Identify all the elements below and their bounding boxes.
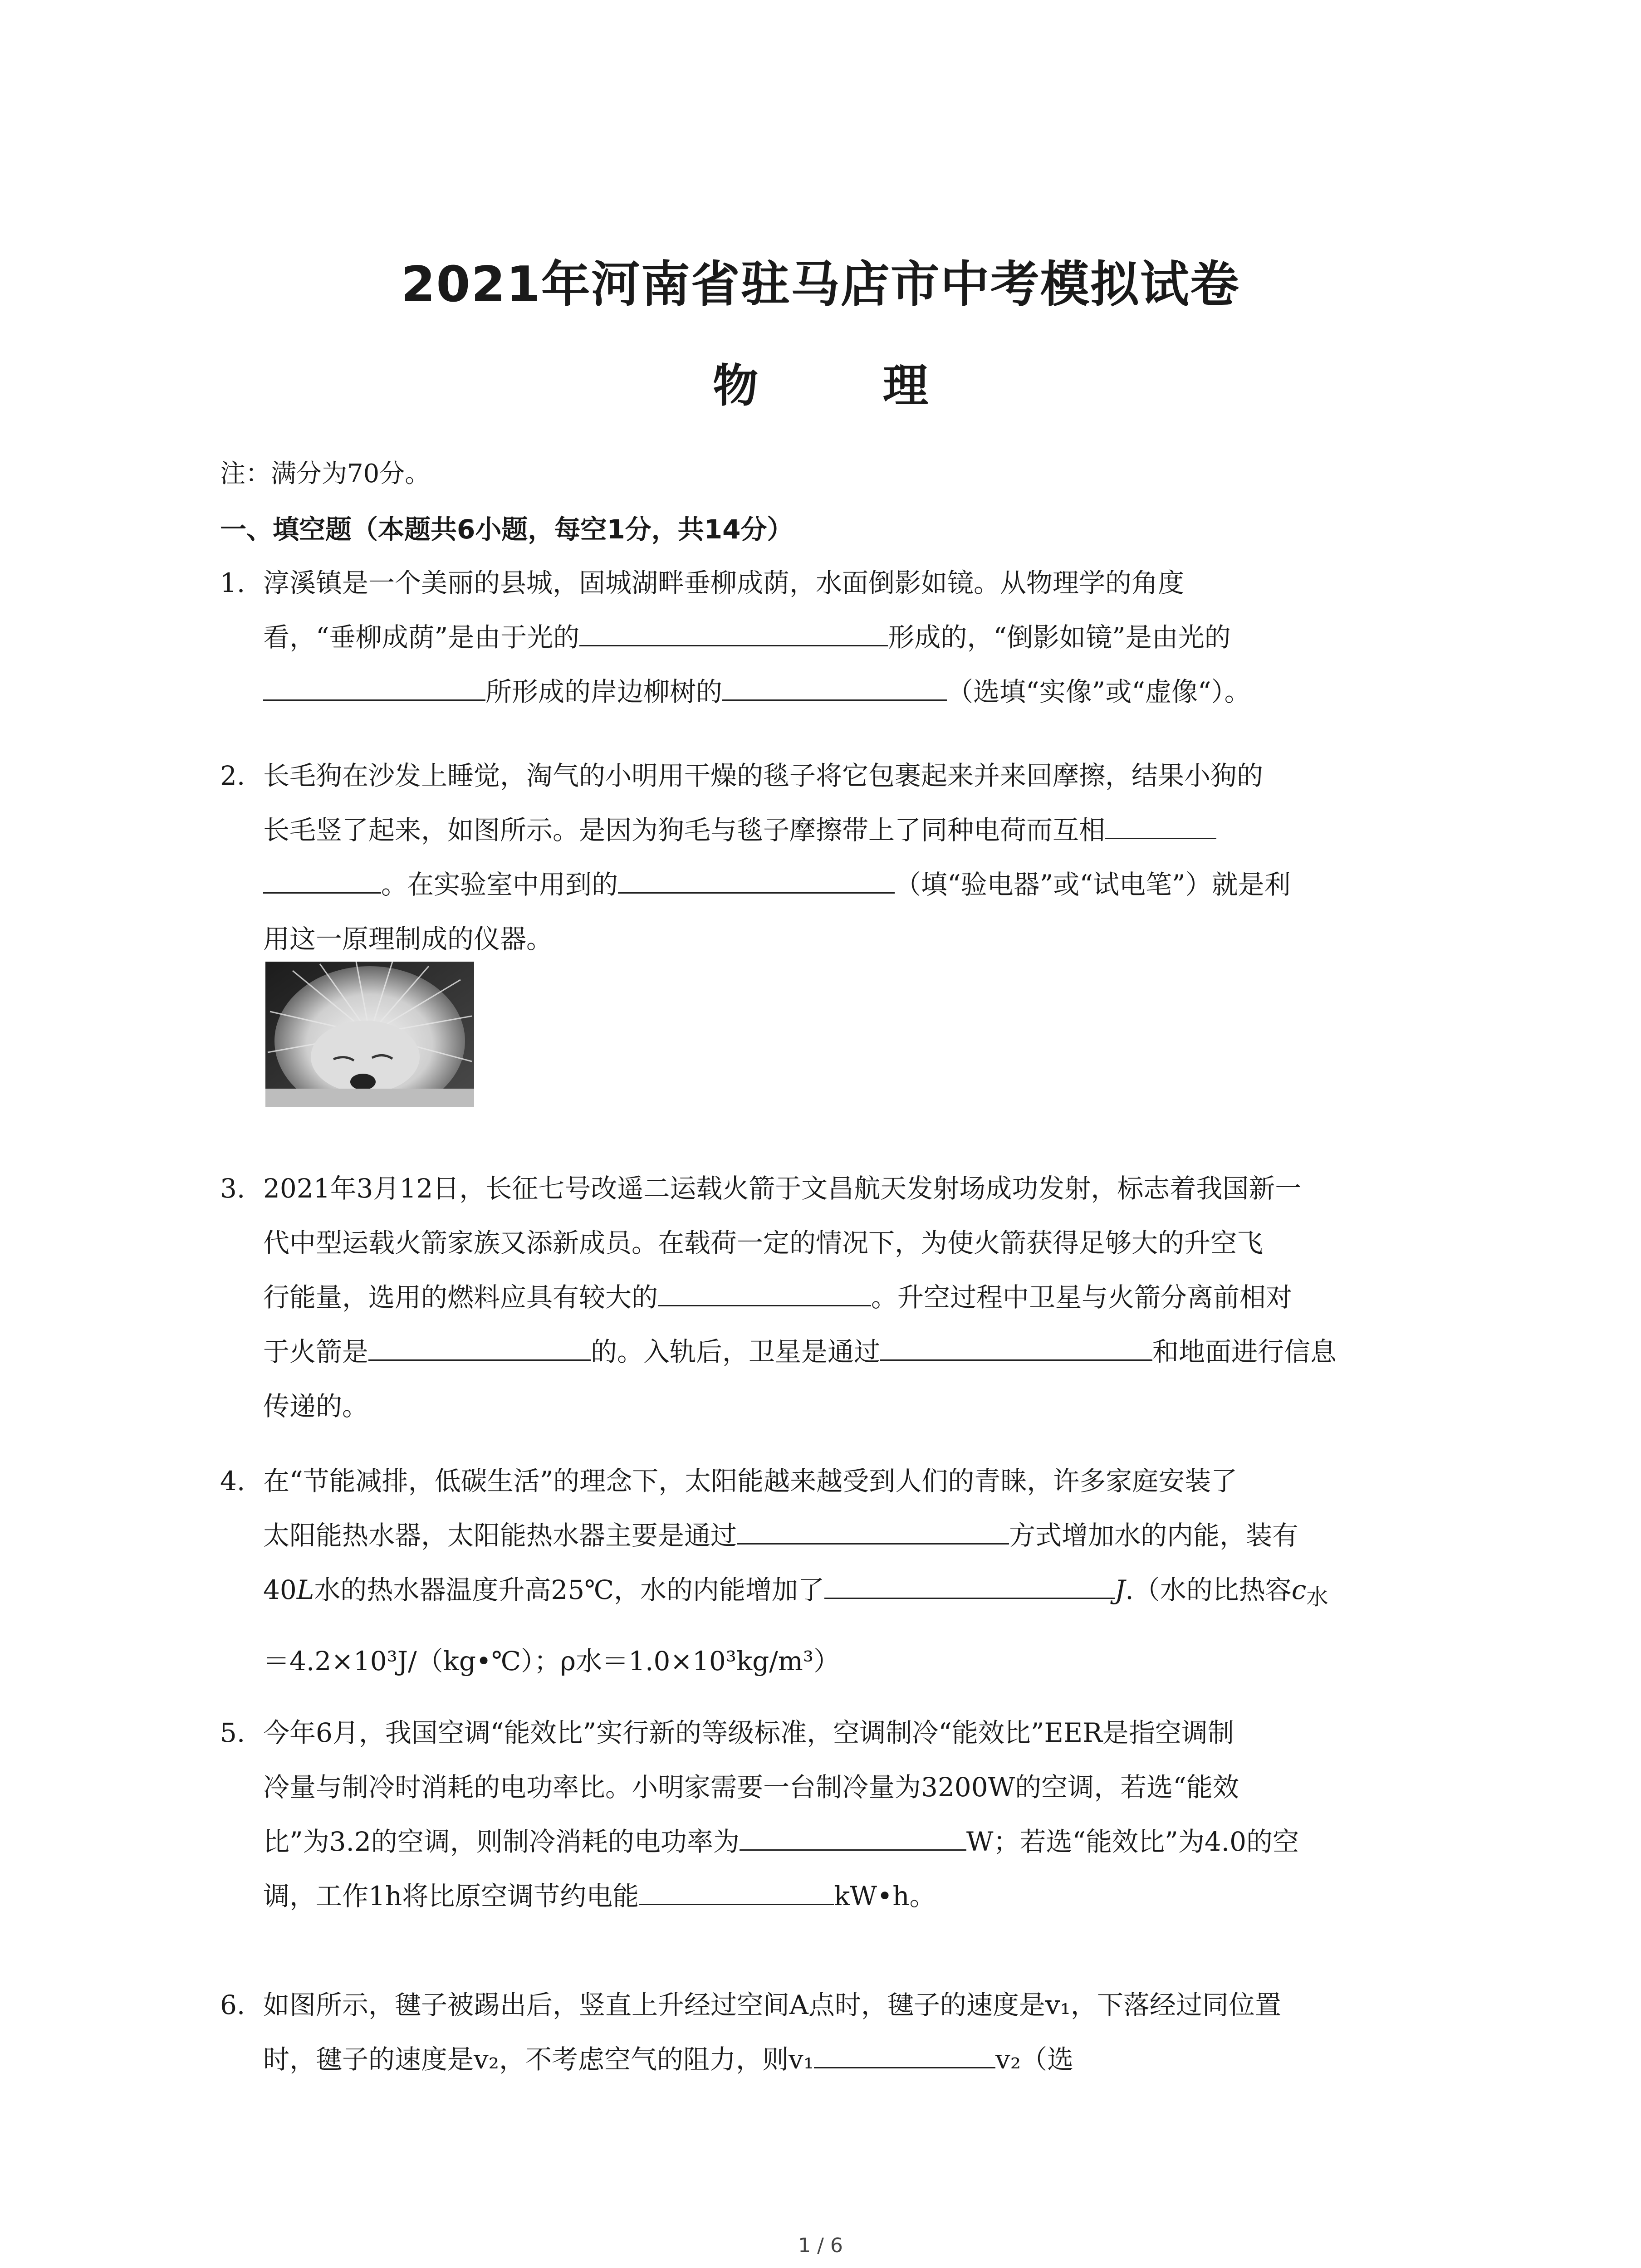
question-text: 的。入轨后，卫星是通过 xyxy=(591,1336,881,1367)
question-text: 形成的，“倒影如镜”是由光的 xyxy=(888,622,1231,653)
answer-blank[interactable] xyxy=(658,1278,871,1306)
question-line xyxy=(263,665,1436,719)
answer-blank[interactable] xyxy=(368,1332,591,1361)
unit-text: J xyxy=(1115,1574,1126,1605)
question-text: 和地面进行信息 xyxy=(1152,1336,1337,1367)
question-line: 淳溪镇是一个美丽的县城，固城湖畔垂柳成荫，水面倒影如镜。从物理学的角度 xyxy=(263,567,1185,598)
question-line xyxy=(263,1270,1436,1325)
question-text: （填“验电器”或“试电笔”）就是利 xyxy=(895,869,1291,900)
subscript-text: 水 xyxy=(1306,1584,1328,1610)
question-line xyxy=(263,610,1436,665)
question-line xyxy=(263,1325,1436,1379)
question-4 xyxy=(220,1454,1436,1688)
question-text: 于火箭是 xyxy=(263,1336,369,1367)
question-text: 看，“垂柳成荫”是由于光的 xyxy=(263,622,580,653)
score-note: 注：满分为70分。 xyxy=(220,459,431,489)
question-text: 。升空过程中卫星与火箭分离前相对 xyxy=(871,1282,1293,1313)
section-heading: 一、填空题（本题共6小题，每空1分，共14分） xyxy=(220,514,794,545)
answer-blank[interactable] xyxy=(737,1516,1009,1545)
question-number: 5. xyxy=(220,1717,245,1748)
question-text: 40 xyxy=(263,1574,297,1605)
answer-blank[interactable] xyxy=(263,672,485,701)
answer-blank[interactable] xyxy=(618,865,895,894)
question-line: 代中型运载火箭家族又添新成员。在载荷一定的情况下，为使火箭获得足够大的升空飞 xyxy=(263,1227,1264,1258)
answer-blank[interactable] xyxy=(639,1877,834,1905)
question-line xyxy=(263,2032,1436,2087)
question-3 xyxy=(220,1161,1436,1433)
question-text: 方式增加水的内能，装有 xyxy=(1009,1520,1299,1551)
answer-blank[interactable] xyxy=(722,672,947,701)
question-1 xyxy=(220,556,1436,719)
question-text: 所形成的岸边柳树的 xyxy=(485,676,723,707)
symbol-text: c xyxy=(1291,1574,1307,1605)
question-number: 1. xyxy=(220,567,245,598)
answer-blank[interactable] xyxy=(880,1332,1152,1361)
question-line: 今年6月，我国空调“能效比”实行新的等级标准，空调制冷“能效比”EER是指空调制 xyxy=(263,1717,1234,1748)
question-text: 水的热水器温度升高25℃，水的内能增加了 xyxy=(314,1574,825,1605)
question-line: 冷量与制冷时消耗的电功率比。小明家需要一台制冷量为3200W的空调，若选“能效 xyxy=(263,1772,1239,1803)
question-line xyxy=(263,857,1436,912)
question-text: 比”为3.2的空调，则制冷消耗的电功率为 xyxy=(263,1826,740,1857)
question-text: .（水的比热容 xyxy=(1125,1574,1292,1605)
question-line: 长毛狗在沙发上睡觉，淘气的小明用干燥的毯子将它包裹起来并来回摩擦，结果小狗的 xyxy=(263,760,1264,791)
answer-blank[interactable] xyxy=(814,2040,995,2068)
question-line: 传递的。 xyxy=(263,1391,369,1422)
question-number: 2. xyxy=(220,760,245,791)
answer-blank[interactable] xyxy=(824,1570,1115,1599)
question-line xyxy=(263,1563,1436,1625)
question-line: 用这一原理制成的仪器。 xyxy=(263,924,553,954)
question-2 xyxy=(220,748,1436,966)
question-6 xyxy=(220,1978,1436,2087)
question-line: 在“节能减排，低碳生活”的理念下，太阳能越来越受到人们的青睐，许多家庭安装了 xyxy=(263,1466,1238,1496)
question-5 xyxy=(220,1706,1436,1923)
question-text: v₂（选 xyxy=(995,2044,1074,2075)
question-text: 时，毽子的速度是v₂，不考虑空气的阻力，则v₁ xyxy=(263,2044,814,2075)
question-text: kW•h。 xyxy=(834,1881,936,1911)
question-line xyxy=(263,1508,1436,1563)
question-text: 。在实验室中用到的 xyxy=(381,869,618,900)
question-number: 4. xyxy=(220,1466,245,1496)
question-line: 如图所示，毽子被踢出后，竖直上升经过空间A点时，毽子的速度是v₁，下落经过同位置 xyxy=(263,1989,1281,2020)
question-text: 调，工作1h将比原空调节约电能 xyxy=(263,1881,639,1911)
answer-blank[interactable] xyxy=(263,865,381,894)
question-text: 长毛竖了起来，如图所示。是因为狗毛与毯子摩擦带上了同种电荷而互相 xyxy=(263,815,1106,846)
question-line: 2021年3月12日，长征七号改遥二运载火箭于文昌航天发射场成功发射，标志着我国新一 xyxy=(263,1173,1302,1204)
question-line: ＝4.2×10³J/（kg•℃）；ρ水＝1.0×10³kg/m³） xyxy=(263,1645,840,1677)
question-text: 太阳能热水器，太阳能热水器主要是通过 xyxy=(263,1520,737,1551)
answer-blank[interactable] xyxy=(579,618,888,646)
question-text: W；若选“能效比”为4.0的空 xyxy=(966,1826,1299,1857)
answer-blank[interactable] xyxy=(740,1822,966,1851)
question-text: 行能量，选用的燃料应具有较大的 xyxy=(263,1282,658,1313)
page-number: 1 / 6 xyxy=(798,2234,843,2257)
question-number: 3. xyxy=(220,1173,245,1204)
question-line xyxy=(263,803,1436,857)
question-text: （选填“实像”或“虚像“）。 xyxy=(947,676,1251,707)
dog-photo xyxy=(265,962,474,1107)
answer-blank[interactable] xyxy=(1105,811,1216,839)
page-title: 2021年河南省驻马店市中考模拟试卷 xyxy=(401,256,1240,313)
question-line xyxy=(263,1814,1436,1869)
question-line xyxy=(263,1869,1436,1923)
unit-text: L xyxy=(296,1574,314,1605)
subject-title: 物 理 xyxy=(713,359,983,412)
question-number: 6. xyxy=(220,1989,245,2020)
